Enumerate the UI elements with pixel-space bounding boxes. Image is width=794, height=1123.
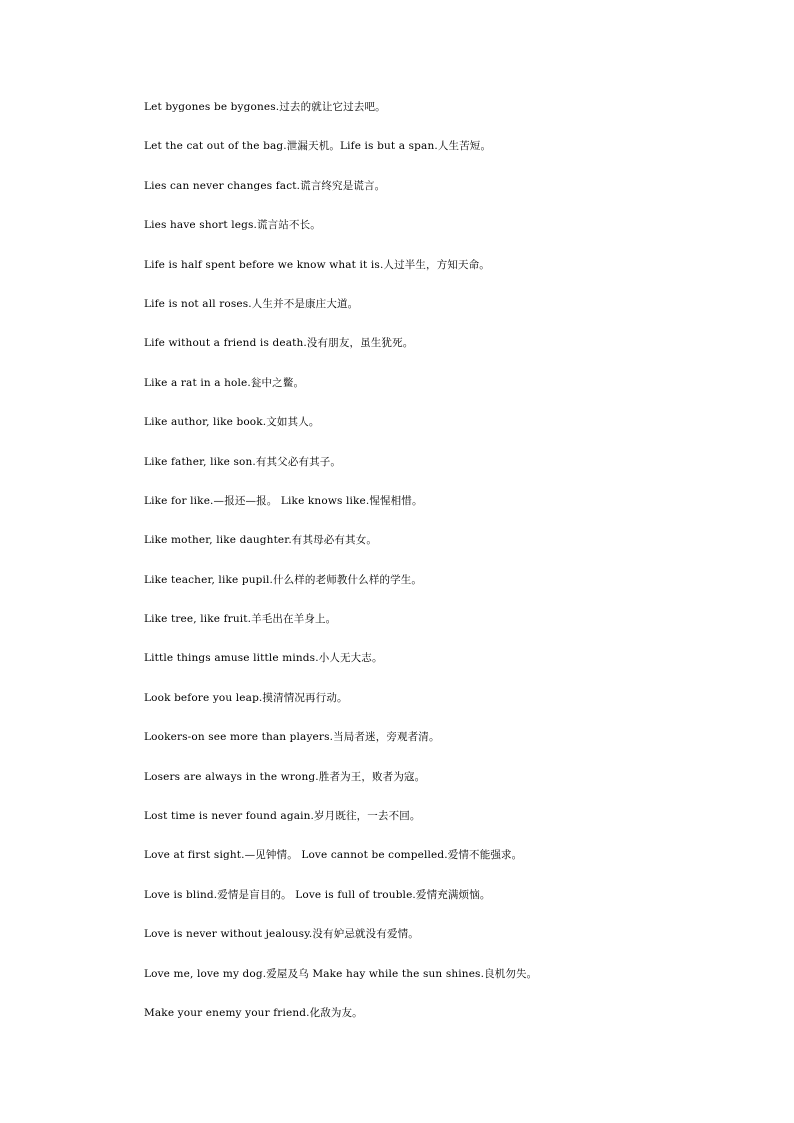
proverb-line: Make your enemy your friend.化敌为友。 [144, 1006, 363, 1019]
proverb-line: Like author, like book.文如其人。 [144, 416, 320, 429]
proverb-line: Like tree, like fruit.羊毛出在羊身上。 [144, 613, 337, 626]
proverb-line: Lost time is never found again.岁月既往，一去不回。 [144, 810, 421, 823]
proverb-line: Look before you leap.摸清情况再行动。 [144, 691, 348, 704]
proverb-line: Losers are always in the wrong.胜者为王，败者为寇。 [144, 770, 426, 783]
proverb-line: Like father, like son.有其父必有其子。 [144, 455, 342, 468]
proverb-line: Like mother, like daughter.有其母必有其女。 [144, 534, 378, 547]
proverb-line: Little things amuse little minds.小人无大志。 [144, 652, 383, 665]
proverb-line: Love is blind.爱情是盲目的。 Love is full of trouble.爱情充满烦恼。 [144, 888, 491, 901]
proverb-list [144, 98, 537, 1043]
proverb-line: Like for like.—报还—报。 Like knows like.惺惺相惜。 [144, 494, 423, 507]
proverb-line: Let bygones be bygones.过去的就让它过去吧。 [144, 101, 386, 113]
proverb-line: Love is never without jealousy.没有妒忌就没有爱情。 [144, 928, 419, 941]
proverb-line: Lies have short legs.谎言站不长。 [144, 219, 321, 232]
proverb-line: Lookers-on see more than players.当局者迷，旁观者清。 [144, 731, 440, 744]
proverb-line: Let the cat out of the bag.泄漏天机。Life is but a span.人生苦短。 [144, 140, 492, 153]
proverb-line: Life is not all roses.人生并不是康庄大道。 [144, 297, 359, 310]
proverb-line: Like a rat in a hole.瓮中之鳖。 [144, 376, 305, 389]
proverb-line: Love at first sight.—见钟情。 Love cannot be compelled.爱情不能强求。 [144, 849, 523, 862]
proverb-line: Lies can never changes fact.谎言终究是谎言。 [144, 179, 386, 192]
proverb-line: Like teacher, like pupil.什么样的老师教什么样的学生。 [144, 573, 423, 586]
proverb-line: Love me, love my dog.爱屋及乌 Make hay while the sun shines.良机勿失。 [144, 967, 538, 980]
proverb-line: Life is half spent before we know what it is.人过半生，方知天命。 [144, 258, 490, 271]
proverb-line: Life without a friend is death.没有朋友，虽生犹死。 [144, 337, 414, 350]
